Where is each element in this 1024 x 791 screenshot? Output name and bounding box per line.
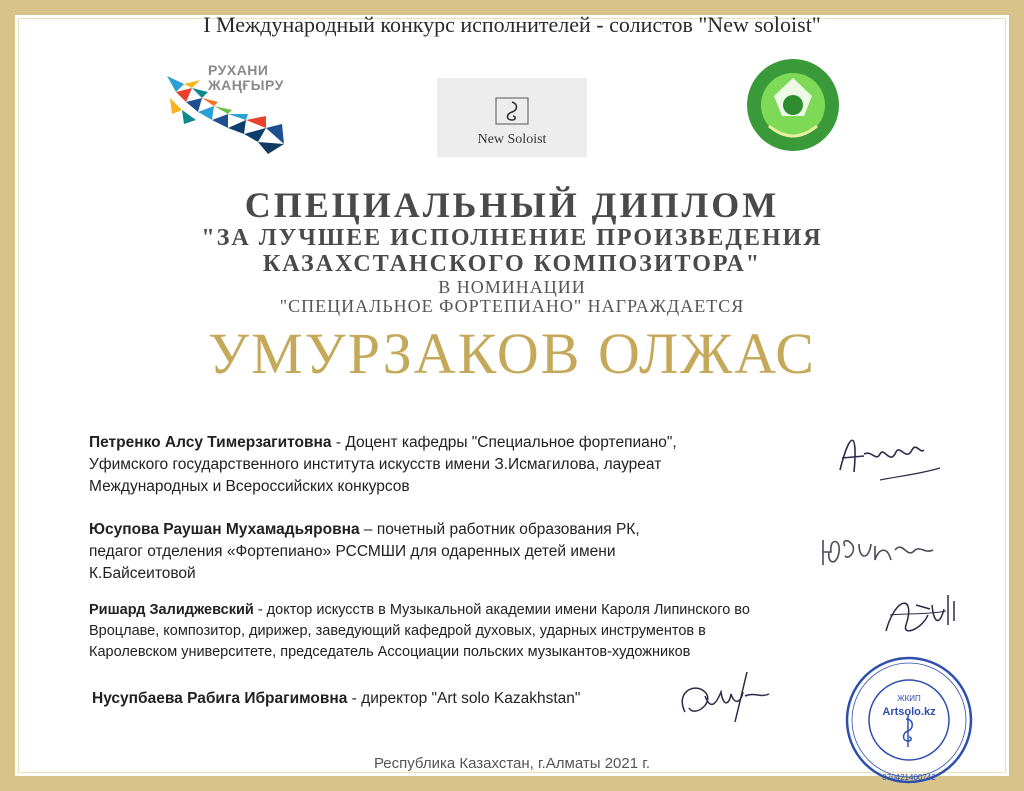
jury-name: Петренко Алсу Тимерзагитовна [89,434,332,451]
footer-location-date: Республика Казахстан, г.Алматы 2021 г. [373,755,651,772]
jury-name: Нусупбаева Рабига Ибрагимовна [92,690,348,707]
signature-2 [815,520,940,585]
jury-desc: Каролевском университете, председатель Ассоциации польских музыкантов-художников [89,644,691,660]
jury-member-2 [89,519,640,585]
treble-clef-icon [494,96,530,126]
jury-member-3 [89,600,750,663]
diploma-title: СПЕЦИАЛЬНЫЙ ДИПЛОМ [244,185,780,225]
jury-desc: Уфимского государственного института искусств имени З.Исмагилова, лауреат [89,456,662,473]
subtitle-line-1: "ЗА ЛУЧШЕЕ ИСПОЛНЕНИЕ ПРОИЗВЕДЕНИЯ [201,225,823,251]
jury-name: Ришард Залиджевский [89,602,254,618]
new-soloist-label: New Soloist [477,132,547,147]
competition-header: I Международный конкурс исполнителей - солистов "New soloist" [203,12,821,37]
jury-desc: К.Байсеитовой [89,565,196,582]
diploma-subtitle [0,225,1024,277]
stamp-number: 870421400742 [882,773,936,782]
jury-member-4 [92,688,580,710]
new-soloist-logo [437,78,587,157]
jury-desc: педагог отделения «Фортепиано» РССМШИ для одаренных детей имени [89,543,616,560]
jury-desc: - директор "Art solo Kazakhstan" [347,690,581,707]
rukhani-zhangyru-label: РУХАНИ ЖАҢҒЫРУ [208,62,284,93]
jury-name: Юсупова Раушан Мухамадьяровна [89,521,360,538]
jury-desc: - доктор искусств в Музыкальной академии имени Кароля Липинского во [253,602,750,618]
student-council-logo [744,56,842,154]
nomination-line-1: В НОМИНАЦИИ [438,277,586,297]
signature-1 [820,410,960,505]
stamp-top-text: ЖКИП [897,694,921,703]
nomination-line-2: "СПЕЦИАЛЬНОЕ ФОРТЕПИАНО" НАГРАЖДАЕТСЯ [279,296,745,316]
recipient-name: УМУРЗАКОВ ОЛЖАС [208,321,816,386]
jury-desc: Международных и Всероссийских конкурсов [89,478,410,495]
jury-member-1 [89,432,677,498]
signature-4 [665,662,775,732]
signature-3 [876,585,971,645]
jury-desc: Вроцлаве, композитор, дирижер, заведующий кафедрой духовых, ударных инструментов в [89,623,706,639]
jury-desc: - Доцент кафедры "Специальное фортепиано", [331,434,677,451]
stamp-center-text: Artsolo.kz [882,706,936,718]
treble-clef-icon [904,715,913,747]
nomination [0,278,1024,316]
jury-desc: – почетный работник образования РК, [359,521,640,538]
subtitle-line-2: КАЗАХСТАНСКОГО КОМПОЗИТОРА" [262,251,762,277]
